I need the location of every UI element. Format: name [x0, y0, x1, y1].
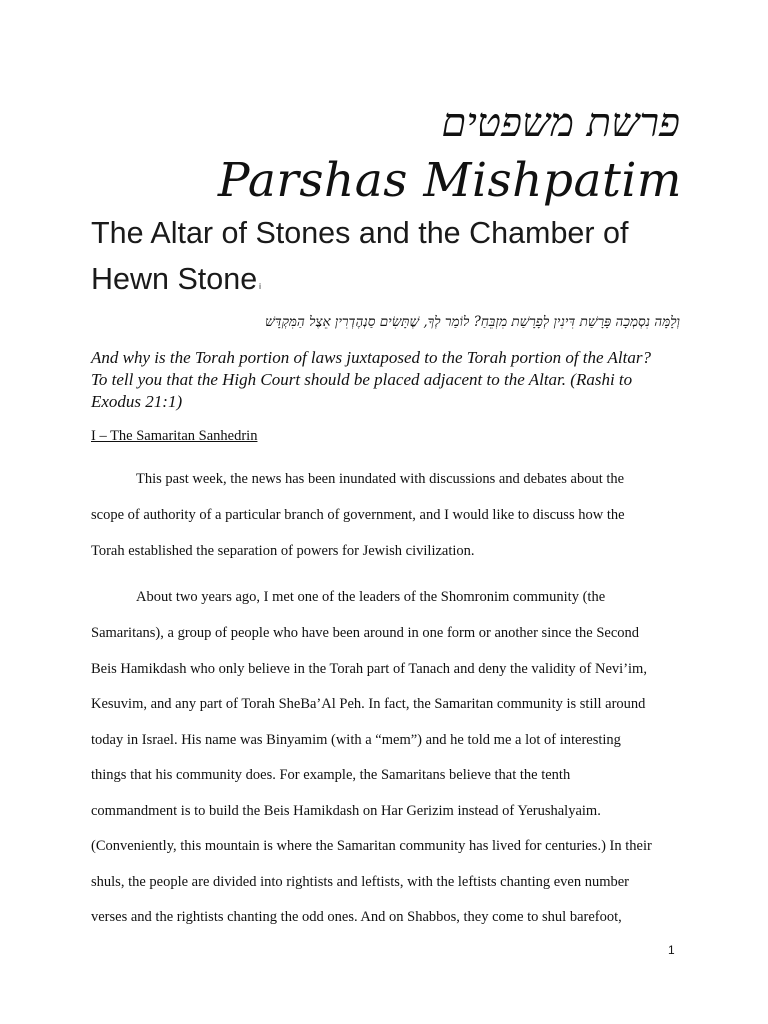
footnote-marker[interactable]: i [259, 282, 261, 291]
page-title: Parshas Mishpatim [217, 153, 682, 208]
translation-line: Exodus 21:1) [91, 392, 183, 411]
paragraph-line: Kesuvim, and any part of Torah SheBa’Al Peh. In fact, the Samaritan community is still around [91, 696, 646, 712]
page-number: 1 [668, 943, 675, 957]
paragraph-line: commandment is to build the Beis Hamikdash on Har Gerizim instead of Yerushalyaim. [91, 803, 601, 819]
subtitle-line-2-text: Hewn Stone [91, 262, 258, 296]
quote-translation [91, 347, 691, 413]
subtitle-line-1: The Altar of Stones and the Chamber of [91, 216, 629, 250]
section-heading: I – The Samaritan Sanhedrin [91, 428, 258, 444]
paragraph-line: shuls, the people are divided into rightists and leftists, with the leftists chanting even number [91, 874, 630, 890]
paragraph-line: This past week, the news has been inundated with discussions and debates about the [136, 471, 625, 487]
paragraph-line: Samaritans), a group of people who have been around in one form or another since the Second [91, 625, 640, 641]
subtitle [91, 210, 681, 302]
paragraph-line: (Conveniently, this mountain is where the Samaritan community has lived for centuries.) In their [91, 838, 652, 854]
hebrew-quote: וְלָמָּה נִסְמְכָה פָּרָשַׁת דִּינִין לְפָרָשַׁת מִזְבֵּחַ? לוֹמַר לְךָ, שֶׁתָּשִׂים סַנְהֶדְרִין אֵצֶל הַמִּקְדָּשׁ [265, 314, 680, 330]
translation-line: To tell you that the High Court should be placed adjacent to the Altar. (Rashi to [91, 370, 633, 389]
paragraph-line: About two years ago, I met one of the leaders of the Shomronim community (the [136, 589, 606, 605]
paragraph-line: Beis Hamikdash who only believe in the Torah part of Tanach and deny the validity of Nevi’im, [91, 661, 647, 677]
translation-line: And why is the Torah portion of laws juxtaposed to the Torah portion of the Altar? [91, 348, 651, 367]
paragraph-line: today in Israel. His name was Binyamim (with a “mem”) and he told me a lot of interesting [91, 732, 621, 748]
paragraph-line: Torah established the separation of powers for Jewish civilization. [91, 543, 475, 559]
paragraph-line: scope of authority of a particular branch of government, and I would like to discuss how the [91, 507, 625, 523]
paragraph-line: things that his community does. For example, the Samaritans believe that the tenth [91, 767, 571, 783]
hebrew-title: פרשת משפטים [441, 100, 680, 146]
subtitle-line-2 [91, 256, 681, 302]
paragraph-line: verses and the rightists chanting the odd ones. And on Shabbos, they come to shul barefoot, [91, 909, 622, 925]
